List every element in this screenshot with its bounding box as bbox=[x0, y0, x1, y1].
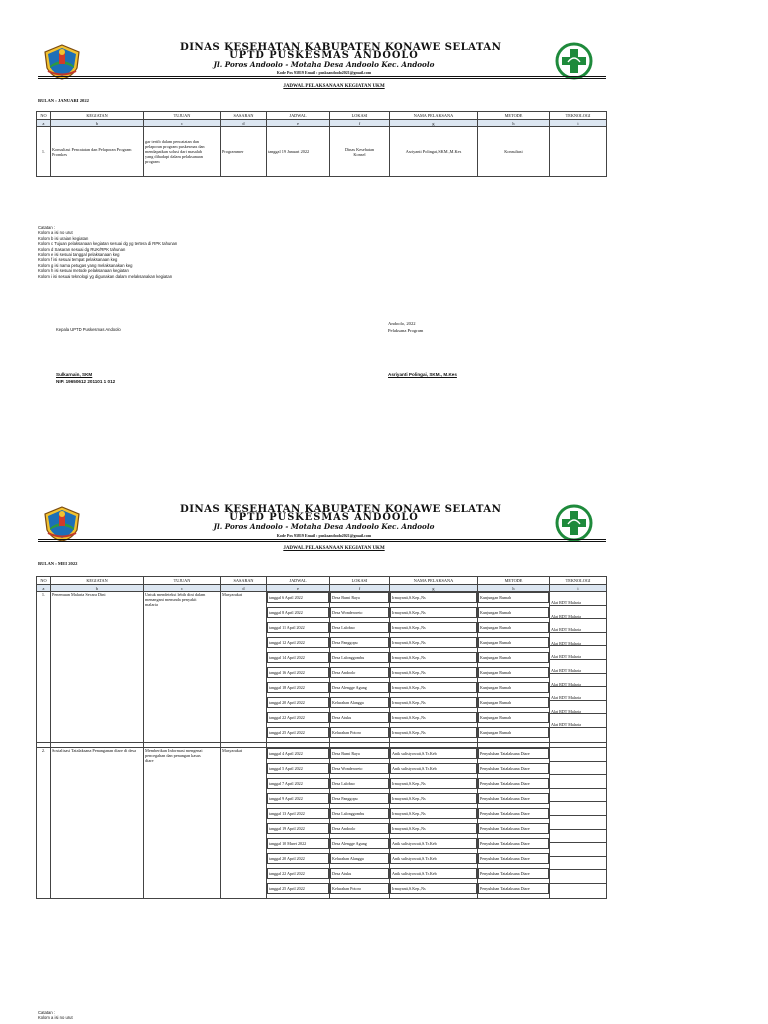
activity-lokasi bbox=[330, 748, 390, 899]
pelaksana-entry: Irmayanti,S.Kep.,Ns bbox=[390, 607, 477, 618]
note-line: Kolom f isi sesuai tempat pelaksanaan keg bbox=[38, 257, 118, 263]
table-row bbox=[37, 127, 607, 177]
letter-h: h bbox=[478, 120, 550, 127]
letter-b: b bbox=[51, 120, 144, 127]
jadwal-entry: tanggal 20 April 2022 bbox=[267, 853, 329, 864]
lokasi-entry: Desa Lalobao bbox=[330, 622, 389, 633]
letterhead-rule bbox=[38, 539, 606, 542]
lokasi-entry: Desa Lalobao bbox=[330, 778, 389, 789]
lokasi-entry: Desa Bumi Raya bbox=[330, 592, 389, 603]
pelaksana-entry: Irmayanti,S.Kep.,Ns bbox=[390, 712, 477, 723]
tujuan-line: yang dihadapi dalam pelaksanaan bbox=[145, 154, 203, 159]
lokasi-line: Konsel bbox=[353, 151, 366, 157]
teknologi-entry: Alat RDT Malaria bbox=[550, 592, 606, 606]
tujuan-line: program bbox=[145, 159, 160, 164]
jadwal-entry: tanggal 6 April 2022 bbox=[267, 592, 329, 603]
teknologi-entry bbox=[550, 870, 606, 884]
row-lokasi bbox=[330, 127, 390, 177]
letter-b: b bbox=[51, 585, 144, 592]
month-label: BULAN : MEI 2022 bbox=[38, 561, 78, 566]
lokasi-entry: Desa Lalonggombu bbox=[330, 652, 389, 663]
teknologi-entry: Alat RDT Malaria bbox=[550, 687, 606, 701]
col-teknologi: TEKNOLOGI bbox=[550, 577, 607, 585]
activity-kegiatan: Penemuan Malaria Secara Dini bbox=[51, 592, 144, 743]
signer-left-name: Sulkarnain, SKM bbox=[56, 372, 93, 377]
pelaksana-entry: Irmayanti,S.Kep.,Ns bbox=[390, 622, 477, 633]
activity-teknologi bbox=[550, 748, 607, 899]
tujuan-line: malaria bbox=[145, 602, 158, 607]
col-sasaran: SASARAN bbox=[221, 112, 267, 120]
letter-g: g bbox=[390, 120, 478, 127]
jadwal-entry: tanggal 16 April 2022 bbox=[267, 667, 329, 678]
lokasi-entry: Desa Panggopu bbox=[330, 637, 389, 648]
teknologi-entry: Alat RDT Malaria bbox=[550, 633, 606, 647]
lokasi-entry: Desa Panggopu bbox=[330, 793, 389, 804]
letterhead-address: Jl. Poros Andoolo - Motaha Desa Andoolo Kec. Andoolo bbox=[213, 522, 435, 531]
col-kegiatan: KEGIATAN bbox=[51, 112, 144, 120]
col-no: NO bbox=[37, 577, 51, 585]
note-line: Kolom c Tujuan pelaksanaan kegiatan sesuai dg yg tertera di RPK tahunan bbox=[38, 241, 178, 247]
activity-pelaksana bbox=[390, 592, 478, 743]
jadwal-entry: tanggal 13 April 2022 bbox=[267, 808, 329, 819]
teknologi-entry bbox=[550, 830, 606, 844]
jadwal-entry: tanggal 8 April 2022 bbox=[267, 607, 329, 618]
col-no: NO bbox=[37, 112, 51, 120]
pelaksana-entry: Irmayanti,S.Kep.,Ns bbox=[390, 592, 477, 603]
lokasi-entry: Desa Atuku bbox=[330, 868, 389, 879]
header-row bbox=[37, 577, 607, 585]
metode-entry: Penyuluhan Tatalaksana Diare bbox=[478, 823, 549, 834]
metode-entry: Penyuluhan Tatalaksana Diare bbox=[478, 793, 549, 804]
teknologi-entry: Alat RDT Malaria bbox=[550, 619, 606, 633]
row-kegiatan: Konsultasi Pencatatan dan Pelaporan Program Promkes bbox=[51, 127, 144, 177]
letter-e: e bbox=[267, 585, 330, 592]
tujuan-line: Untuk mendeteksi lebih dini dalam bbox=[145, 592, 206, 597]
col-teknologi: TEKNOLOGI bbox=[550, 112, 607, 120]
activity-kegiatan: Sosialisasi Tatalaksana Penanganan diare di desa bbox=[51, 748, 144, 899]
pelaksana-entry: Irmayanti,S.Kep.,Ns bbox=[390, 883, 477, 894]
letter-f: f bbox=[330, 585, 390, 592]
pelaksana-entry: Irmayanti,S.Kep.,Ns bbox=[390, 697, 477, 708]
notes-block bbox=[38, 1010, 73, 1021]
letter-i: i bbox=[550, 585, 607, 592]
regency-emblem-logo bbox=[42, 506, 82, 542]
lokasi-entry: Desa Lalonggombu bbox=[330, 808, 389, 819]
tujuan-line: Memberikan Informasi mengenai bbox=[145, 748, 203, 753]
col-metode: METODE bbox=[478, 577, 550, 585]
jadwal-entry: tanggal 11 April 2022 bbox=[267, 622, 329, 633]
signer-left-role: Kepala UPTD Puskesmas Andoolo bbox=[56, 327, 121, 332]
letter-e: e bbox=[267, 120, 330, 127]
letter-a: a bbox=[37, 585, 51, 592]
teknologi-entry bbox=[550, 762, 606, 776]
lokasi-entry: Desa Atuku bbox=[330, 712, 389, 723]
letter-d: d bbox=[221, 120, 267, 127]
row-tujuan bbox=[144, 127, 221, 177]
teknologi-entry bbox=[550, 816, 606, 830]
lokasi-entry: Kelurahan Potoro bbox=[330, 727, 389, 738]
jadwal-entry: tanggal 4 April 2022 bbox=[267, 748, 329, 759]
metode-entry: Penyuluhan Tatalaksana Diare bbox=[478, 868, 549, 879]
metode-entry: Kunjungan Rumah bbox=[478, 697, 549, 708]
activity-tujuan bbox=[144, 748, 221, 899]
metode-entry: Kunjungan Rumah bbox=[478, 667, 549, 678]
metode-entry: Penyuluhan Tatalaksana Diare bbox=[478, 748, 549, 759]
pelaksana-entry: Irmayanti,S.Kep.,Ns bbox=[390, 793, 477, 804]
col-jadwal: JADWAL bbox=[267, 112, 330, 120]
lokasi-line: Dinas Kesehatan bbox=[345, 146, 374, 152]
metode-entry: Penyuluhan Tatalaksana Diare bbox=[478, 778, 549, 789]
pelaksana-entry: Anik sulistyowati,S.Tr.Keb bbox=[390, 838, 477, 849]
pelaksana-entry: Irmayanti,S.Kep.,Ns bbox=[390, 727, 477, 738]
jadwal-entry: tanggal 25 April 2022 bbox=[267, 727, 329, 738]
letterhead-postal: Kode Pos 93819 Email : pusksandoolo2021@gmail.com bbox=[276, 533, 372, 538]
letter-i: i bbox=[550, 120, 607, 127]
notes-block bbox=[38, 225, 177, 279]
teknologi-entry bbox=[550, 775, 606, 789]
jadwal-entry: tanggal 14 April 2022 bbox=[267, 652, 329, 663]
signer-right-name: Asriyanti Polingai, SKM., M.Kes bbox=[388, 372, 457, 377]
lokasi-entry: Desa Alengge Agung bbox=[330, 682, 389, 693]
activity-sasaran: Masyarakat bbox=[221, 592, 267, 743]
pelaksana-entry: Anik sulistyowati,S.Tr.Keb bbox=[390, 853, 477, 864]
jadwal-entry: tanggal 25 April 2022 bbox=[267, 883, 329, 894]
health-cross-logo bbox=[555, 504, 593, 542]
col-nama-pelaksana: NAMA PELAKSANA bbox=[390, 577, 478, 585]
metode-entry: Kunjungan Rumah bbox=[478, 592, 549, 603]
metode-entry: Kunjungan Rumah bbox=[478, 712, 549, 723]
metode-entry: Kunjungan Rumah bbox=[478, 652, 549, 663]
letterhead-subtitle: UPTD PUSKESMAS ANDOOLO bbox=[229, 512, 419, 523]
letter-g: g bbox=[390, 585, 478, 592]
activity-row bbox=[37, 592, 607, 743]
regency-emblem-logo bbox=[42, 44, 82, 80]
activity-lokasi bbox=[330, 592, 390, 743]
metode-entry: Penyuluhan Tatalaksana Diare bbox=[478, 808, 549, 819]
lokasi-entry: Desa Andoolo bbox=[330, 667, 389, 678]
row-teknologi bbox=[550, 127, 607, 177]
letter-d: d bbox=[221, 585, 267, 592]
teknologi-entry: Alat RDT Malaria bbox=[550, 714, 606, 728]
metode-entry: Penyuluhan Tatalaksana Diare bbox=[478, 838, 549, 849]
note-line: Kolom i isi sesuai teknologi yg digunakan dalam melaksanakan kegiatan bbox=[38, 273, 173, 279]
signer-left-nip: NIP. 19650612 201101 1 012 bbox=[56, 379, 116, 384]
letter-h: h bbox=[478, 585, 550, 592]
col-tujuan: TUJUAN bbox=[144, 112, 221, 120]
lokasi-entry: Desa Alengge Agung bbox=[330, 838, 389, 849]
lokasi-entry: Desa Andoolo bbox=[330, 823, 389, 834]
note-line: Catatan : bbox=[38, 225, 55, 230]
col-jadwal: JADWAL bbox=[267, 577, 330, 585]
jadwal-entry: tanggal 19 April 2022 bbox=[267, 823, 329, 834]
note-line: Kolom g isi nama petugas yang melaksanakan keg bbox=[38, 262, 133, 268]
note-line: Catatan : bbox=[38, 1010, 55, 1015]
metode-entry: Penyuluhan Tatalaksana Diare bbox=[478, 763, 549, 774]
pelaksana-entry: Irmayanti,S.Kep.,Ns bbox=[390, 652, 477, 663]
col-kegiatan: KEGIATAN bbox=[51, 577, 144, 585]
metode-entry: Kunjungan Rumah bbox=[478, 622, 549, 633]
teknologi-entry bbox=[550, 843, 606, 857]
teknologi-entry bbox=[550, 802, 606, 816]
activity-metode bbox=[478, 592, 550, 743]
metode-entry: Kunjungan Rumah bbox=[478, 607, 549, 618]
doc-title: JADWAL PELAKSANAAN KEGIATAN UKM bbox=[283, 546, 385, 551]
note-line: Kolom e isi sesuai tanggal pelaksanaan keg bbox=[38, 252, 120, 258]
col-tujuan: TUJUAN bbox=[144, 577, 221, 585]
jadwal-entry: tanggal 12 April 2022 bbox=[267, 637, 329, 648]
jadwal-entry: tanggal 7 April 2022 bbox=[267, 778, 329, 789]
letter-c: c bbox=[144, 585, 221, 592]
tujuan-line: pencegahan dan penangan kasus bbox=[145, 753, 201, 758]
metode-entry: Penyuluhan Tatalaksana Diare bbox=[478, 883, 549, 894]
tujuan-line: mendapatkan solusi dari masalah bbox=[145, 149, 202, 154]
pelaksana-entry: Anik sulistyowati,S.Tr.Keb bbox=[390, 763, 477, 774]
col-lokasi: LOKASI bbox=[330, 577, 390, 585]
tujuan-line: menangani menunda penyakit bbox=[145, 597, 197, 602]
activity-tujuan bbox=[144, 592, 221, 743]
row-jadwal: tanggal 19 Januari 2022 bbox=[267, 127, 330, 177]
pelaksana-entry: Irmayanti,S.Kep.,Ns bbox=[390, 808, 477, 819]
pelaksana-entry: Irmayanti,S.Kep.,Ns bbox=[390, 667, 477, 678]
teknologi-entry: Alat RDT Malaria bbox=[550, 646, 606, 660]
tujuan-line: gar tertib dalam pencatatan dan bbox=[145, 139, 199, 144]
teknologi-entry bbox=[550, 857, 606, 871]
schedule-table-may bbox=[36, 576, 607, 899]
note-line: Kolom d Sasaran sesuai dg RUK/RPK tahunan bbox=[38, 246, 126, 252]
metode-entry: Kunjungan Rumah bbox=[478, 682, 549, 693]
teknologi-entry: Alat RDT Malaria bbox=[550, 606, 606, 620]
letter-a: a bbox=[37, 120, 51, 127]
column-letter-row bbox=[37, 120, 607, 127]
letterhead-address: Jl. Poros Andoolo - Motaha Desa Andoolo Kec. Andoolo bbox=[213, 60, 435, 69]
pelaksana-entry: Irmayanti,S.Kep.,Ns bbox=[390, 823, 477, 834]
month-label: BULAN : JANUARI 2022 bbox=[38, 98, 89, 103]
activity-pelaksana bbox=[390, 748, 478, 899]
jadwal-entry: tanggal 22 April 2022 bbox=[267, 868, 329, 879]
note-line: Kolom h isi sesuai metode pelaksanaan kegiatan bbox=[38, 268, 129, 274]
activity-sasaran: Masyarakat bbox=[221, 748, 267, 899]
header-row bbox=[37, 112, 607, 120]
jadwal-entry: tanggal 5 April 2022 bbox=[267, 763, 329, 774]
activity-jadwal bbox=[267, 748, 330, 899]
note-line: Kolom a isi no urut bbox=[38, 230, 73, 236]
activity-metode bbox=[478, 748, 550, 899]
lokasi-entry: Desa Wonderoreto bbox=[330, 763, 389, 774]
tujuan-line: pelaporan program puskesmas dan bbox=[145, 144, 205, 149]
teknologi-entry: Alat RDT Malaria bbox=[550, 701, 606, 715]
signer-right-role: Pelaksana Program bbox=[388, 328, 424, 333]
jadwal-entry: tanggal 18 April 2022 bbox=[267, 682, 329, 693]
metode-entry: Kunjungan Rumah bbox=[478, 727, 549, 738]
doc-title: JADWAL PELAKSANAAN KEGIATAN UKM bbox=[283, 84, 385, 89]
letter-f: f bbox=[330, 120, 390, 127]
column-letter-row bbox=[37, 585, 607, 592]
activity-jadwal bbox=[267, 592, 330, 743]
activity-no: 2. bbox=[37, 748, 51, 899]
letterhead-postal: Kode Pos 93819 Email : pusksandoolo2021@gmail.com bbox=[276, 70, 372, 75]
row-no: 1. bbox=[37, 127, 51, 177]
activity-no: 1. bbox=[37, 592, 51, 743]
col-sasaran: SASARAN bbox=[221, 577, 267, 585]
letter-c: c bbox=[144, 120, 221, 127]
lokasi-entry: Kelurahan Alangga bbox=[330, 853, 389, 864]
tujuan-line: diare bbox=[145, 758, 154, 763]
col-metode: METODE bbox=[478, 112, 550, 120]
row-sasaran: Programmer bbox=[221, 127, 267, 177]
lokasi-entry: Kelurahan Potoro bbox=[330, 883, 389, 894]
note-line: Kolom a isi no urut bbox=[38, 1015, 73, 1021]
pelaksana-entry: Irmayanti,S.Kep.,Ns bbox=[390, 637, 477, 648]
col-lokasi: LOKASI bbox=[330, 112, 390, 120]
teknologi-entry bbox=[550, 748, 606, 762]
pelaksana-entry: Anik sulistyowati,S.Tr.Keb bbox=[390, 748, 477, 759]
metode-entry: Kunjungan Rumah bbox=[478, 637, 549, 648]
metode-entry: Penyuluhan Tatalaksana Diare bbox=[478, 853, 549, 864]
lokasi-entry: Desa Wonderoreto bbox=[330, 607, 389, 618]
letterhead-title: DINAS KESEHATAN KABUPATEN KONAWE SELATAN bbox=[180, 41, 502, 53]
note-line: Kolom b isi uraian kegiatan bbox=[38, 235, 89, 241]
schedule-table-january bbox=[36, 111, 607, 177]
col-nama-pelaksana: NAMA PELAKSANA bbox=[390, 112, 478, 120]
activity-teknologi bbox=[550, 592, 607, 743]
lokasi-entry: Desa Bumi Raya bbox=[330, 748, 389, 759]
pelaksana-entry: Irmayanti,S.Kep.,Ns bbox=[390, 682, 477, 693]
jadwal-entry: tanggal 22 April 2022 bbox=[267, 712, 329, 723]
jadwal-entry: tanggal 20 April 2022 bbox=[267, 697, 329, 708]
letterhead-rule bbox=[38, 76, 606, 79]
jadwal-entry: tanggal 10 Maret 2022 bbox=[267, 838, 329, 849]
lokasi-entry: Kelurahan Alangga bbox=[330, 697, 389, 708]
row-pelaksana: Asriyanti Polingai,SKM.,M.Kes bbox=[390, 127, 478, 177]
teknologi-entry: Alat RDT Malaria bbox=[550, 660, 606, 674]
place-date: Andoolo, 2022 bbox=[388, 321, 416, 326]
jadwal-entry: tanggal 9 April 2022 bbox=[267, 793, 329, 804]
teknologi-entry: Alat RDT Malaria bbox=[550, 674, 606, 688]
teknologi-entry bbox=[550, 789, 606, 803]
activity-row bbox=[37, 748, 607, 899]
row-metode: Konsultasi bbox=[478, 127, 550, 177]
pelaksana-entry: Anik sulistyowati,S.Tr.Keb bbox=[390, 868, 477, 879]
letterhead-subtitle: UPTD PUSKESMAS ANDOOLO bbox=[229, 50, 419, 61]
pelaksana-entry: Irmayanti,S.Kep.,Ns bbox=[390, 778, 477, 789]
health-cross-logo bbox=[555, 42, 593, 80]
letterhead-title: DINAS KESEHATAN KABUPATEN KONAWE SELATAN bbox=[180, 503, 502, 515]
